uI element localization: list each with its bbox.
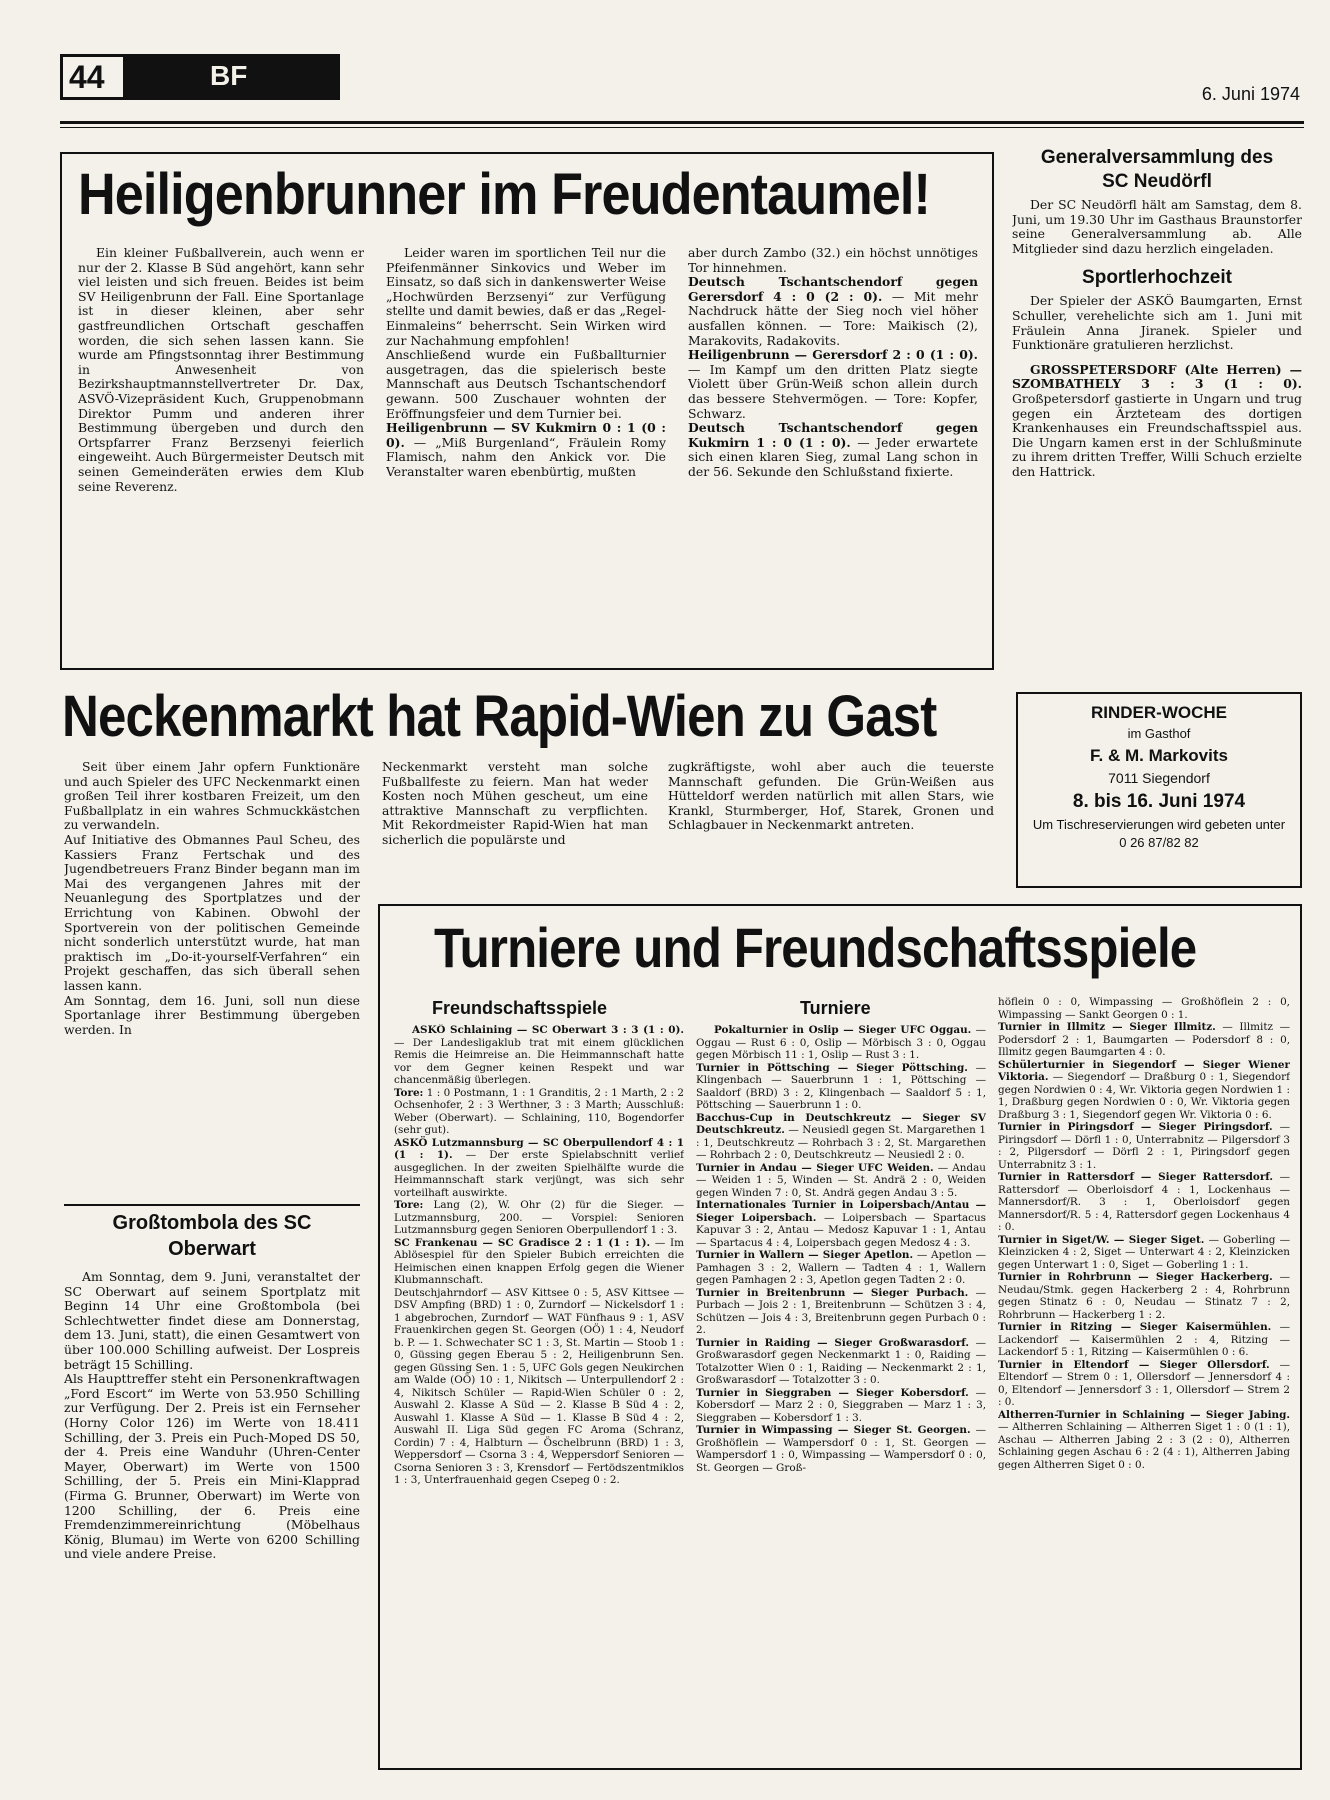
neckenmarkt-column [64,760,360,1200]
result-heading: Turnier in Sieggraben — Sieger Kobersdorf. [696,1386,969,1399]
tombola-rule [64,1204,360,1206]
paragraph: Neckenmarkt versteht man solche Fußballfeste zu feiern. Man hat weder Kosten noch Mühen gescheut, um eine attraktive Mannschaft zu verpflichten. Mit Rekordmeister Rapid-Wien hat man sicherlich die populärste und [382,760,648,847]
result-text: — Großhöflein — Wampersdorf 0 : 1, St. Georgen — Wampersdorf 1 : 0, Wimpassing — Wampersdorf 0 : 0, St. Georgen — Groß- [696,1424,986,1474]
generalversammlung-text: Der SC Neudörfl hält am Samstag, dem 8. Juni, um 19.30 Uhr im Gasthaus Braunstorfer seine Generalversammlung ab. Alle Mitglieder sind dazu herzlich eingeladen. [1012,198,1302,256]
paragraph [688,348,978,421]
result-text: — Großwarasdorf gegen Neckenmarkt 1 : 0, Raiding — Totalzotter Wien 0 : 1, Raiding — Neckenmarkt 2 : 1, Großwarasdorf — Totalzotter 3 : 0. [696,1336,986,1386]
sportlerhochzeit-text: Der Spieler der ASKÖ Baumgarten, Ernst Schuller, verehelichte sich am 1. Juni mit Fräulein Anna Jiranek. Spieler und Funktionäre gratulieren herzlichst. [1012,294,1302,353]
result-text: — Lackendorf — Kaisermühlen 2 : 4, Ritzing — Lackendorf 5 : 1, Ritzing — Kaisermühlen 0 : 6. [998,1321,1290,1358]
result-entry [696,1024,986,1062]
result-heading: Turnier in Piringsdorf — Sieger Piringsdorf. [998,1121,1273,1133]
paragraph: Am Sonntag, dem 16. Juni, soll nun diese Sportanlage ihrer Bestimmung übergeben werden. In [64,992,360,1037]
page-number: 44 [69,59,105,95]
article-column [78,246,364,664]
ad-title: RINDER-WOCHE [1091,703,1227,722]
result-entry [394,1024,684,1087]
result-entry [696,1424,986,1474]
result-entry [998,1359,1290,1409]
result-entry [696,1112,986,1162]
paragraph: Leider waren im sportlichen Teil nur die Pfeifenmänner Sinkovics und Weber im Einsatz, so daß sich in dankenswerter Weise „Hochwürden Berzsenyi“ zur Verfügung stellte und damit bewies, daß er das „Regel-Einmaleins“ beherrscht. Sein Wirken wird zur Nachahmung empfohlen! [386,246,666,348]
result-entry [394,1087,684,1137]
result-heading: Tore: [394,1086,424,1099]
generalversammlung-title: Generalversammlung des SC Neudörfl [1040,147,1274,192]
result-heading: Deutsch Tschantschendorf gegen Kukmirn 1 : 0 (1 : 0). [688,420,978,450]
result-entry [394,1199,684,1237]
result-entry [998,1409,1290,1472]
paragraph [688,275,978,348]
result-entry [696,1249,986,1287]
result-heading: Tore: [394,1199,424,1211]
header-rule [60,121,1304,124]
ad-address: 7011 Siegendorf [1108,770,1210,786]
result-heading: Schülerturnier in Siegendorf — Sieger Wiener Viktoria. [998,1058,1290,1083]
ad-subtitle: im Gasthof [1127,726,1191,741]
results-column-2 [696,1024,986,1764]
result-text: — Im Ablösespiel für den Spieler Bubich erreichten die Heimischen einen knappen Erfolg gegen die Wiener Klubmannschaft. [394,1236,684,1286]
result-entry [696,1287,986,1337]
page-header [60,54,1300,114]
paragraph [688,421,978,479]
results-column-3 [998,996,1290,1764]
turniere-subhead: Turniere [800,998,871,1018]
result-heading: Bacchus-Cup in Deutschkreutz — Sieger SV Deutschkreutz. [696,1111,986,1136]
tombola-text [64,1270,360,1780]
paragraph: Anschließend wurde ein Fußballturnier ausgetragen, das die spielerisch beste Mannschaft aus Deutsch Tschantschendorf gewann. 500 Zuschauer wohnten der Eröffnungsfeier und dem Turnier bei. [386,347,666,421]
result-text: — Im Kampf um den dritten Platz siegte Violett über Grün-Weiß schon allein durch das bessere Stehvermögen. — Tore: Kopfer, Schwarz. [688,361,978,421]
tombola-title: Großtombola des SC Oberwart [112,1212,312,1260]
result-text: — Oggau — Rust 6 : 0, Oslip — Mörbisch 3 : 0, Oggau gegen Mörbisch 11 : 1, Oslip — Rust 3 : 1. [696,1024,986,1061]
result-text: — Mit mehr Nachdruck hätte der Sieg noch viel höher ausfallen können. — Tore: Maikisch (2), Marakovits, Radakovits. [688,288,978,348]
result-entry [696,1162,986,1200]
paragraph: Am Sonntag, dem 9. Juni, veranstaltet der SC Oberwart auf seinem Sportplatz mit Beginn 14 Uhr eine Großtombola (bei Schlechtwetter findet diese am Donnerstag, dem 13. Juni, statt), die einen Gesamtwert von über 100.000 Schilling aufweist. Der Lospreis beträgt 15 Schilling. [64,1270,360,1372]
sportlerhochzeit-title: Sportlerhochzeit [1082,267,1232,289]
neckenmarkt-column [382,760,648,890]
result-heading: Turnier in Raiding — Sieger Großwarasdorf. [696,1336,970,1349]
result-entry [696,1337,986,1387]
rinder-woche-ad [1016,692,1302,888]
issue-date: 6. Juni 1974 [1201,84,1300,104]
result-entry [696,1062,986,1112]
result-entry [696,1199,986,1249]
result-heading: GROSSPETERSDORF (Alte Herren) — SZOMBATHELY 3 : 3 (1 : 0). [1012,362,1302,392]
freundschaftsspiele-subhead: Freundschaftsspiele [432,998,608,1018]
result-text: — „Miß Burgenland“, Fräulein Romy Flamisch, nahm den Ankick vor. Die Veranstalter waren ebenbürtig, mußten [386,434,666,479]
result-entry [394,1137,684,1200]
result-entry [998,1171,1290,1234]
result-heading: Turnier in Illmitz — Sieger Illmitz. [998,1021,1216,1033]
result-heading: Turnier in Siget/W. — Sieger Siget. [998,1233,1205,1246]
ad-reservation: Um Tischreservierungen wird gebeten unter 0 26 87/82 82 [1032,817,1286,850]
result-text: — Klingenbach — Sauerbrunn 1 : 1, Pöttsching — Saaldorf (BRD) 3 : 2, Klingenbach — Saaldorf 5 : 1, Pöttsching — Sauerbrunn 1 : 0. [696,1061,986,1111]
result-text: — Piringsdorf — Dörfl 1 : 0, Unterrabnitz — Pilgersdorf 3 : 2, Pilgersdorf — Dörfl 2 : 1, Piringsdorf gegen Unterrabnitz 3 : 1. [998,1121,1290,1171]
result-text: — Der erste Spielabschnitt verlief ausgeglichen. In der zweiten Spielhälfte wurde die Heimmannschaft stark verjüngt, was sich sehr vorteilhaft auswirkte. [394,1149,684,1199]
result-entry [394,1287,684,1487]
result-text: — Loipersbach — Spartacus Kapuvar 3 : 2, Antau — Medosz Kapuvar 1 : 1, Antau — Spartacus 4 : 4, Loipersbach gegen Medosz 4 : 3. [696,1211,986,1249]
result-heading: ASKÖ Lutzmannsburg — SC Oberpullendorf 4 : 1 (1 : 1). [394,1136,684,1161]
result-heading: Turnier in Breitenbrunn — Sieger Purbach. [696,1286,969,1299]
result-heading: Altherren-Turnier in Schlaining — Sieger Jabing. [998,1408,1290,1421]
result-text: — Goberling — Kleinzicken 4 : 2, Siget — Unterwart 4 : 2, Kleinzicken gegen Unterwart 1 : 0, Siget — Goberling 1 : 1. [998,1233,1290,1271]
result-entry [998,1234,1290,1272]
paragraph: Seit über einem Jahr opfern Funktionäre und auch Spieler des UFC Neckenmarkt einen großen Teil ihrer kostbaren Freizeit, um den Fußballplatz in ein wahres Schmuckkästchen zu verwandeln. [64,760,360,833]
turniere-headline: Turniere und Freundschaftsspiele [434,916,1197,979]
result-entry [998,1059,1290,1122]
result-heading: Heiligenbrunn — SV Kukmirn 0 : 1 (0 : 0). [386,420,666,450]
result-heading: Turnier in Ritzing — Sieger Kaisermühlen. [998,1321,1272,1333]
result-text: — Der Landesligaklub trat mit einem glücklichen Remis die Heimreise an. Die Heimmannschaft hatte vor dem Gegner keinen Respekt und war chancenmäßig überlegen. [394,1036,684,1086]
result-entry [998,1021,1290,1059]
grosspetersdorf-text [1012,363,1302,480]
result-entry [998,1121,1290,1171]
result-heading: Turnier in Pöttsching — Sieger Pöttsching. [696,1061,968,1074]
result-heading: Turnier in Eltendorf — Sieger Ollersdorf. [998,1358,1270,1371]
result-text: Deutschjahrndorf — ASV Kittsee 0 : 5, ASV Kittsee — DSV Ampfing (BRD) 1 : 0, Zurndorf — Nickelsdorf 1 : 1 abgebrochen, Zurndorf — WAT Fünfhaus 9 : 1, ASV Frauenkirchen gegen St. Georgen (OÖ) 1 : 4, Neudorf b. P. — 1. Schwechater SC 1 : 3, St. Martin — Stoob 1 : 0, Güssing gegen Eberau 5 : 2, Heiligenbrunn Sen. gegen Güssing Sen. 1 : 5, UFC Gols gegen Neukirchen am Walde (OÖ) 10 : 1, Nikitsch — Unterpullendorf 2 : 4, Nikitsch Schüler — Rapid-Wien Schüler 0 : 2, Auswahl 2. Klasse A Süd — 2. Klasse B Süd 4 : 2, Auswahl 1. Klasse A Süd — 1. Klasse B Süd 4 : 2, Auswahl II. Liga Süd gegen FC Aroma (Schranz, Cordin) 7 : 4, Halbturn — Öschelbrunn (BRD) 1 : 3, Weppersdorf — Csorna 3 : 4, Weppersdorf Senioren — Csorna Senioren 3 : 3, Krensdorf — Fertödszentmiklos 1 : 3, Unterfrauenhaid gegen Csepeg 0 : 2. [394,1286,684,1486]
article-heiligenbrunn [60,152,994,670]
result-heading: Turnier in Andau — Sieger UFC Weiden. [696,1161,934,1174]
page-number-box [60,54,126,100]
turniere-article [378,904,1302,1770]
result-heading: Turnier in Rattersdorf — Sieger Rattersdorf. [998,1171,1274,1183]
header-rule-thin [60,127,1304,128]
paragraph: Als Haupttreffer steht ein Personenkraftwagen „Ford Escort“ im Werte von 53.950 Schilling zur Verfügung. Der 2. Preis ist ein Fernseher (Horny Color 126) im Werte von 18.411 Schilling, der 3. Preis ein Puch-Moped DS 50, der 4. Preis eine Wanduhr (Uhren-Center Mayer, Oberwart) im Werte von 1500 Schilling, der 5. Preis ein Mini-Klapprad (Firma G. Brunner, Oberwart) im Werte von 1200 Schilling, der 6. Preis eine Fremdenzimmereinrichtung (Möbelhaus König, Blumau) im Werte von 6200 Schilling und viele andere Preise. [64,1371,360,1562]
result-text: — Neusiedl gegen St. Margarethen 1 : 1, Deutschkreutz — Rohrbach 3 : 2, St. Margarethen — Rohrbach 2 : 0, Deutschkreutz — Neusiedl 2 : 0. [696,1124,986,1161]
result-entry [696,1387,986,1425]
result-heading: ASKÖ Schlaining — SC Oberwart 3 : 3 (1 : 0). [412,1024,684,1036]
result-text: 1 : 0 Postmann, 1 : 1 Granditis, 2 : 1 Marth, 2 : 2 Ochsenhofer, 2 : 3 Werthner, 3 : 3 Marth; Ausschluß: Weber (Oberwart). — Schlaining, 110, Bogendorfer (sehr gut). [394,1086,684,1136]
result-text: höflein 0 : 0, Wimpassing — Großhöflein 2 : 0, Wimpassing — Sankt Georgen 0 : 1. [998,996,1290,1021]
neckenmarkt-column [668,760,994,890]
result-heading: Heiligenbrunn — Gerersdorf 2 : 0 (1 : 0). [688,347,978,363]
paragraph: Auf Initiative des Obmannes Paul Scheu, des Kassiers Franz Fertschak und des Jugendbetreuers Franz Binder begann man im Mai des vergangenen Jahres mit der Neuanlegung des Sportplatzes und der Errichtung von Kabinen. Obwohl der Sportverein von der politischen Gemeinde nicht sonderlich unterstützt wurde, hat man praktisch im „Do-it-yourself-Verfahren“ ein Projekt geschaffen, das sich überall sehen lassen kann. [64,831,360,993]
result-text: Lang (2), W. Ohr (2) für die Sieger. — Lutzmannsburg, 200. — Vorspiel: Senioren Lutzmannsburg gegen Senioren Oberpullendorf 1 : 3. [394,1199,684,1236]
results-column-1 [394,1024,684,1764]
tombola-section [64,1210,360,1770]
result-text: — Jeder erwartete sich einen klaren Sieg, zumal Lang schon in der 56. Sekunde den Schlußstand fixierte. [688,434,978,479]
ad-dates: 8. bis 16. Juni 1974 [1072,791,1246,812]
section-label: BF [210,60,248,91]
result-text: Großpetersdorf gastierte in Ungarn und trug gegen ein Ärzteteam des dortigen Krankenhauses ein Freundschaftsspiel aus. Die Ungarn kamen erst in der Schlußminute zu ihrem dritten Treffer, Willi Schuch erzielte den Hattrick. [1012,390,1302,479]
result-text: — Andau — Weiden 1 : 5, Winden — St. Andrä 2 : 0, Weiden gegen Winden 7 : 0, St. Andrä gegen Andau 3 : 5. [696,1161,986,1199]
paragraph: Ein kleiner Fußballverein, auch wenn er nur der 2. Klasse B Süd angehört, kann sehr viel leisten und sich freuen. Beides ist beim SV Heiligenbrunn der Fall. Eine Sportanlage ist in dieser kleinen, aber sehr gastfreundlichen Ortschaft geschaffen worden, die sich sehen lassen kann. Sie wurde am Pfingstsonntag ihrer Bestimmung in Anwesenheit von Bezirkshauptmannstellvertreter Dr. Dax, ASVÖ-Vizepräsident Kuch, Gruppenobmann Direktor Pumm und anderen ihrer Bestimmung übergeben und durch den Ortspfarrer Franz Berzsenyi feierlich eingeweiht. Auch Bürgermeister Deutsch mit seinen Gemeinderäten erwies dem Klub seine Reverenz. [78,246,364,494]
result-heading: Pokalturnier in Oslip — Sieger UFC Oggau. [714,1024,972,1036]
article-column [688,246,978,664]
result-text: — Altherren Schlaining — Altherren Siget 1 : 0 (1 : 1), Aschau — Altherren Jabing 2 : 3 (2 : 0), Altherren Schlaining gegen Aschau 6 : 2 (4 : 1), Altherren Jabing gegen Altherren Siget 0 : 0. [998,1421,1290,1471]
result-text: — Purbach — Jois 2 : 1, Breitenbrunn — Schützen 3 : 4, Schützen — Jois 4 : 3, Breitenbrunn gegen Purbach 0 : 2. [696,1286,986,1336]
sidebar-column [1012,146,1302,676]
result-heading: Turnier in Wallern — Sieger Apetlon. [696,1249,914,1261]
result-text: — Kobersdorf — Marz 2 : 0, Sieggraben — Marz 1 : 3, Sieggraben — Kobersdorf 1 : 3. [696,1386,986,1424]
result-entry [394,1237,684,1287]
result-text: — Neudau/Stmk. gegen Hackerberg 2 : 4, Rohrbrunn gegen Stinatz 6 : 0, Neudau — Stinatz 7 : 2, Rohrbrunn — Hackerberg 1 : 2. [998,1271,1290,1321]
result-text: — Siegendorf — Draßburg 0 : 1, Siegendorf gegen Nordwien 0 : 4, Wr. Viktoria gegen Nordwien 1 : 1, Draßburg gegen Nordwien 0 : 0, Wr. Viktoria gegen Draßburg 3 : 1, Siegendorf gegen Wr. Viktoria 0 : 6. [998,1071,1290,1121]
result-text: — Eltendorf — Strem 0 : 1, Ollersdorf — Jennersdorf 4 : 0, Eltendorf — Jennersdorf 3 : 1, Ollersdorf — Strem 2 : 0. [998,1358,1290,1408]
result-text: — Apetlon — Pamhagen 3 : 2, Wallern — Tadten 4 : 1, Wallern gegen Pamhagen 2 : 3, Apetlon gegen Tadten 2 : 0. [696,1249,986,1286]
result-entry [998,1321,1290,1359]
ad-venue: F. & M. Markovits [1090,746,1228,765]
result-heading: Turnier in Rohrbrunn — Sieger Hackerberg. [998,1271,1273,1283]
paragraph [386,421,666,479]
result-heading: Turnier in Wimpassing — Sieger St. Georgen. [696,1424,971,1436]
neckenmarkt-headline: Neckenmarkt hat Rapid-Wien zu Gast [62,684,937,749]
result-text: — Rattersdorf — Oberloisdorf 4 : 1, Lockenhaus — Mannersdorf/R. 3 : 1, Oberloisdorf gegen Mannersdorf/R. 5 : 4, Rattersdorf gegen Lockenhaus 4 : 0. [998,1171,1290,1233]
paragraph: zugkräftigste, wohl aber auch die teuerste Mannschaft gefunden. Die Grün-Weißen aus Hütteldorf werden natürlich mit allen Stars, wie Krankl, Sturmberger, Hof, Starek, Gronen und Schlagbauer in Neckenmarkt antreten. [668,760,994,833]
result-text: — Illmitz — Podersdorf 2 : 1, Baumgarten — Podersdorf 8 : 0, Illmitz gegen Baumgarten 4 : 0. [998,1021,1290,1058]
result-entry [998,996,1290,1021]
result-heading: Internationales Turnier in Loipersbach/Antau — Sieger Loipersbach. [696,1199,986,1224]
result-heading: SC Frankenau — SC Gradisce 2 : 1 (1 : 1). [394,1236,651,1249]
article-headline: Heiligenbrunner im Freudentaumel! [78,162,931,227]
section-bar [126,54,340,100]
article-column [386,246,666,664]
result-entry [998,1271,1290,1321]
paragraph: aber durch Zambo (32.) ein höchst unnötiges Tor hinnehmen. [688,246,978,275]
result-heading: Deutsch Tschantschendorf gegen Gerersdorf 4 : 0 (2 : 0). [688,274,978,304]
